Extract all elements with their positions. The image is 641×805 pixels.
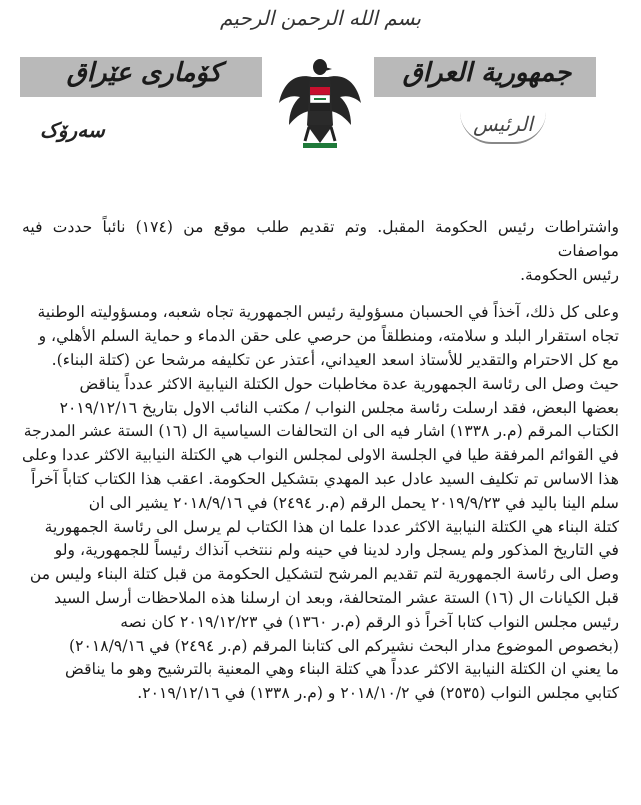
body-line: مع كل الاحترام والتقدير للأستاذ اسعد العيداني، أعتذر عن تكليفه مرشحا عن (كتلة البناء). (51, 350, 619, 369)
body-line: رئيس الحكومة. (520, 265, 619, 284)
body-line: تجاه استقرار البلد و سلامته، ومنطلقاً من حرصي على حقن الدماء و حماية السلم الأهلي، و (38, 327, 619, 346)
body-line: وصل الى رئاسة الجمهورية لتم تقديم المرشح لتشكيل الحكومة من قبل كتلة البناء وليس من (29, 565, 619, 584)
body-line: في القوائم المرفقة طيا في الجلسة الاولى لمجلس النواب هي الكتلة النيابية الاكثر عددا وعلى (22, 446, 619, 465)
kurdish-title: كۆماری عێراق (66, 58, 222, 88)
body-line: هذا الاساس تم تكليف السيد عادل عبد المهدي بتشكيل الحكومة. اعقب هذا الكتاب كتاباً آخراً (31, 469, 619, 488)
body-line: في التاريخ المذكور ولم يسجل وارد لدينا في حينه ولم ننتخب آنذاك رئيساً للجمهورية، ولو (54, 541, 619, 560)
body-line: قبل الكيانات ال (١٦) الستة عشر المتحالفة، وبعد ان ارسلنا هذه الملاحظات أرسل السيد (54, 588, 619, 607)
body-line: (بخصوص الموضوع مدار البحث نشيركم الى كتابنا المرقم (م.ر ٢٤٩٤) في ٢٠١٨/٩/١٦) (69, 636, 619, 655)
body-line: كتابي مجلس النواب (٢٥٣٥) في ٢٠١٨/١٠/٢ و (م.ر ١٣٣٨) في ٢٠١٩/١٢/١٦. (137, 684, 619, 703)
body-line: حيث وصل الى رئاسة الجمهورية عدة مخاطبات حول الكتلة النيابية الاكثر عدداً يناقض (79, 374, 619, 393)
kurdish-office-label: سەرۆک (40, 118, 105, 142)
body-line: رئيس مجلس النواب كتابا آخراً ذو الرقم (م.ر ١٣٦٠) في ٢٠١٩/١٢/٢٣ كان نصه (120, 612, 619, 631)
letter-body (22, 216, 619, 706)
letterhead (0, 0, 641, 200)
body-line: واشتراطات رئيس الحكومة المقبل. وتم تقديم طلب موقع من (١٧٤) نائباً حددت فيه مواصفات (22, 218, 619, 260)
body-line: ما يعني ان الكتلة النيابية الاكثر عدداً هي كتلة البناء وهي المعنية بالترشيح وهو ما يناقض (65, 660, 619, 679)
arabic-office-label: الرئيس (460, 112, 546, 144)
body-line: سلم الينا باليد في ٢٠١٩/٩/٢٣ يحمل الرقم (م.ر ٢٤٩٤) في ٢٠١٨/٩/١٦ يشير الى ان (88, 493, 619, 512)
iraq-eagle-emblem-icon (265, 55, 375, 155)
arabic-title: جمهورية العراق (402, 58, 572, 88)
body-line: وعلى كل ذلك، آخذاً في الحسبان مسؤولية رئيس الجمهورية تجاه شعبه، ومسؤوليته الوطنية (37, 303, 619, 322)
body-line: كتلة البناء هي الكتلة النيابية الاكثر عددا علما ان هذا الكتاب لم يرسل الى رئاسة الجمهورية (44, 517, 619, 536)
basmala: بسم الله الرحمن الرحيم (219, 6, 421, 30)
body-line: بعضها البعض، فقد ارسلت رئاسة مجلس النواب / مكتب النائب الاول بتاريخ ٢٠١٩/١٢/١٦ (59, 398, 619, 417)
body-line: الكتاب المرقم (م.ر ١٣٣٨) اشار فيه الى ان التحالفات السياسية ال (١٦) الستة عشر المدرجة (23, 422, 619, 441)
